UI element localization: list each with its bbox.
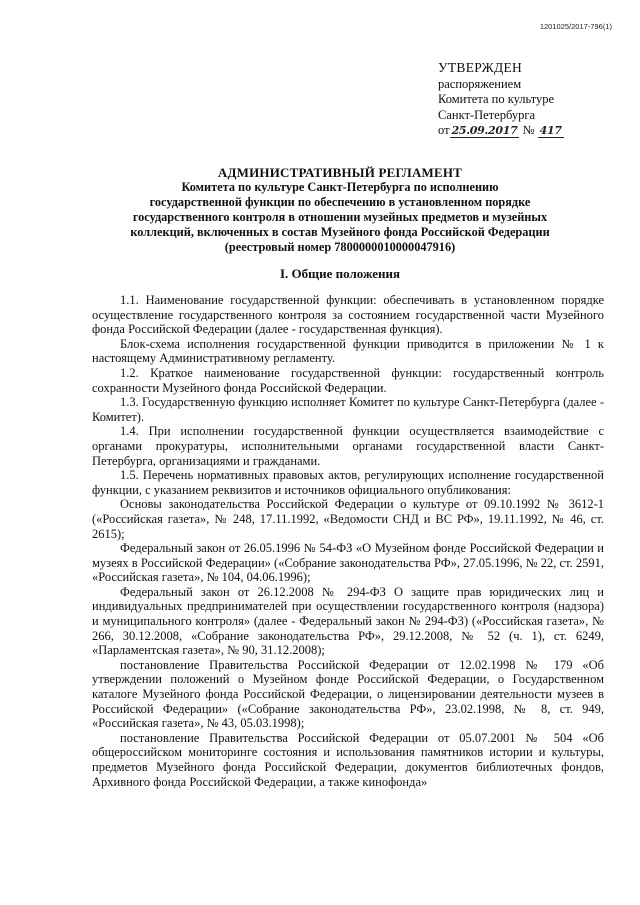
approval-block [438, 60, 628, 139]
handwritten-date: 25.09.2017 [451, 124, 518, 137]
paragraph: 1.3. Государственную функцию исполняет Комитет по культуре Санкт-Петербурга (далее - Комитет). [92, 395, 604, 424]
section-heading: I. Общие положения [280, 266, 400, 281]
title-line: Комитета по культуре Санкт-Петербурга по исполнению [181, 180, 499, 194]
handwritten-number: 417 [539, 124, 562, 137]
approval-heading: УТВЕРЖДЕН [438, 60, 523, 75]
paragraph: Основы законодательства Российской Федерации о культуре от 09.10.1992 № 3612-1 («Российская газета», № 248, 17.11.1992, «Ведомости СНД и ВС РФ», 19.11.1992, № 46, ст. 2615); [92, 497, 604, 541]
paragraph: постановление Правительства Российской Федерации от 12.02.1998 № 179 «Об утверждении положений о Музейном фонде Российской Федерации, о Государственном каталоге Музейного фонда Российской Федерации, о лицензировании деятельности музеев в Российской Федерации» («Собрание законодательства РФ», 23.02.1998, № 8, ст. 949, «Российская газета», № 43, 05.03.1998); [92, 657, 604, 731]
title-line: государственной функции по обеспечению в установленном порядке [149, 195, 531, 209]
number-prefix: № [522, 123, 535, 137]
document-number: 1201025/2017-796(1) [539, 22, 612, 31]
approval-line: Комитета по культуре [438, 92, 555, 106]
paragraph: Федеральный закон от 26.12.2008 № 294-ФЗ О защите прав юридических лиц и индивидуальных предпринимателей при осуществлении государственного контроля (надзора) и муниципального контроля» (далее - Федеральный закон № 294-ФЗ) («Российская газета», № 266, 30.12.2008, «Собрание законодательства РФ», 29.12.2008, № 52 (ч. 1), ст. 6249, «Парламентская газета», № 90, 31.12.2008); [92, 584, 604, 658]
paragraph: Блок-схема исполнения государственной функции приводится в приложении № 1 к настоящему Административному регламенту. [92, 336, 604, 366]
paragraph: 1.1. Наименование государственной функции: обеспечивать в установленном порядке осуществление государственного контроля за состоянием государственной части Музейного фонда Российской Федерации (далее - государственная функция). [92, 293, 604, 337]
paragraph: 1.2. Краткое наименование государственной функции: государственный контроль сохранности Музейного фонда Российской Федерации. [92, 365, 604, 395]
date-prefix: от [438, 123, 450, 137]
paragraph: 1.4. При исполнении государственной функции осуществляется взаимодействие с органами прокуратуры, исполнительными органами государственной власти Санкт-Петербурга, организациями и гражданами. [92, 424, 604, 468]
document-title [70, 165, 610, 255]
approval-line: Санкт-Петербурга [438, 107, 536, 122]
title-line: коллекций, включенных в состав Музейного фонда Российской Федерации [130, 225, 550, 239]
title-main: АДМИНИСТРАТИВНЫЙ РЕГЛАМЕНТ [217, 165, 463, 180]
title-line: (реестровый номер 7800000010000047916) [224, 240, 456, 254]
approval-date-line [438, 123, 628, 139]
paragraph: 1.5. Перечень нормативных правовых актов, регулирующих исполнение государственной функции, с указанием реквизитов и источников официального опубликования: [92, 468, 604, 497]
approval-line: распоряжением [438, 76, 522, 91]
title-line: государственного контроля в отношении музейных предметов и музейных [132, 210, 548, 224]
paragraph: Федеральный закон от 26.05.1996 № 54-ФЗ «О Музейном фонде Российской Федерации и музеях в Российской Федерации» («Собрание законодательства РФ», 27.05.1996, № 22, ст. 2591, «Российская газета», № 104, 04.06.1996); [92, 541, 604, 585]
paragraph: постановление Правительства Российской Федерации от 05.07.2001 № 504 «Об общероссийском мониторинге состояния и использования памятников истории и культуры, предметов Музейного фонда Российской Федерации, документов библиотечных фондов, Архивного фонда Российской Федерации, а также кинофонда» [92, 730, 604, 789]
document-body [92, 293, 604, 789]
